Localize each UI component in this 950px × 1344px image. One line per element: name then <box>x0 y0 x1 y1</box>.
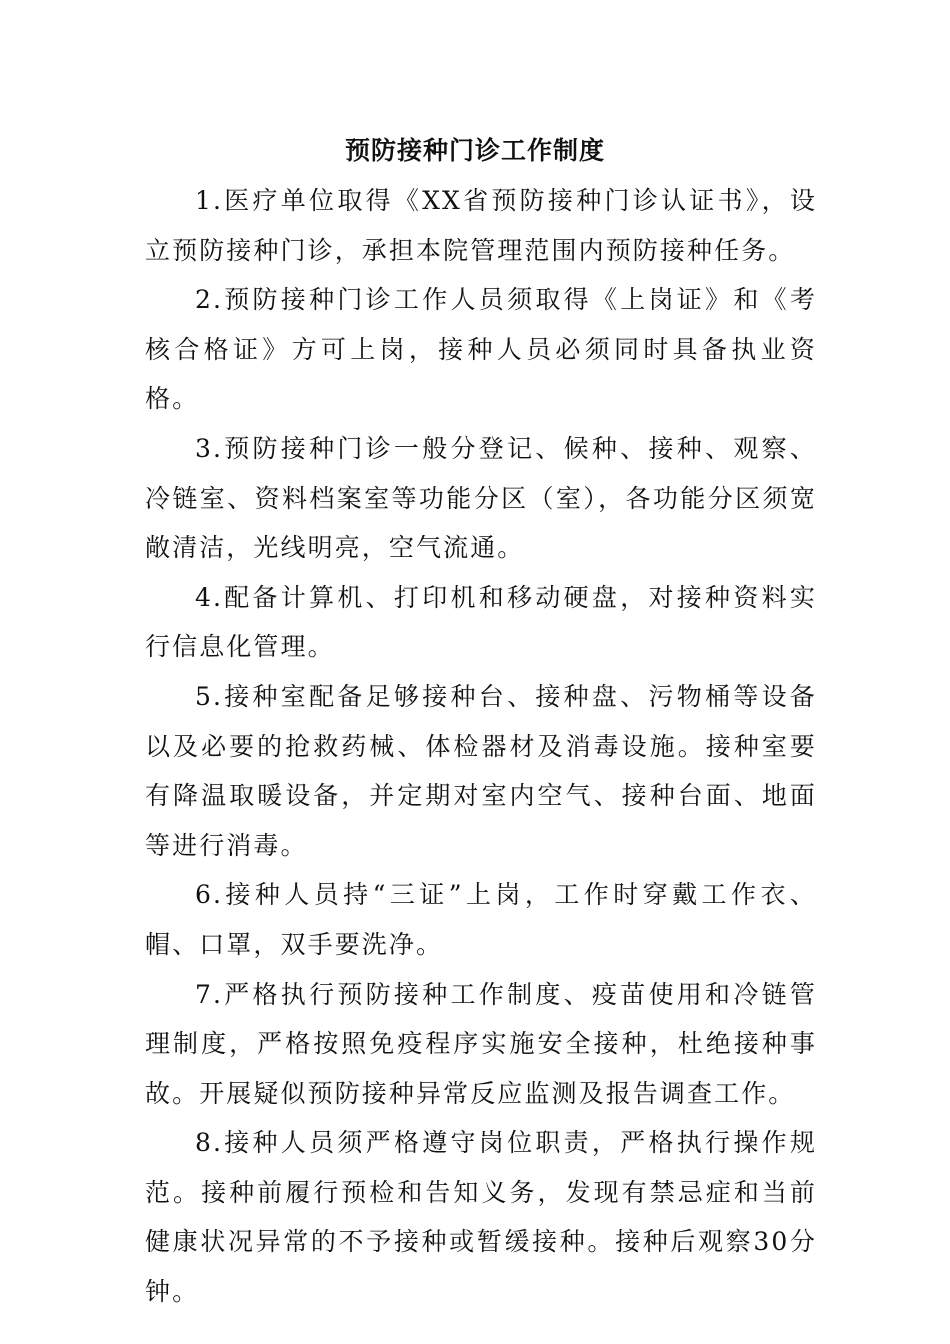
paragraph-6: 6.接种人员持“三证”上岗，工作时穿戴工作衣、帽、口罩，双手要洗净。 <box>145 880 817 959</box>
document-title: 预防接种门诊工作制度 <box>344 136 605 165</box>
paragraph-2: 2.预防接种门诊工作人员须取得《上岗证》和《考核合格证》方可上岗，接种人员必须同时具备执业资格。 <box>145 285 817 414</box>
paragraph-8: 8.接种人员须严格遵守岗位职责，严格执行操作规范。接种前履行预检和告知义务，发现有禁忌症和当前健康状况异常的不予接种或暂缓接种。接种后观察30分钟。 <box>145 1128 817 1307</box>
paragraph-3: 3.预防接种门诊一般分登记、候种、接种、观察、冷链室、资料档案室等功能分区（室），各功能分区须宽敞清洁，光线明亮，空气流通。 <box>145 433 817 563</box>
paragraph-4: 4.配备计算机、打印机和移动硬盘，对接种资料实行信息化管理。 <box>145 582 817 662</box>
paragraph-7: 7.严格执行预防接种工作制度、疫苗使用和冷链管理制度，严格按照免疫程序实施安全接种，杜绝接种事故。开展疑似预防接种异常反应监测及报告调查工作。 <box>145 979 817 1108</box>
paragraph-5: 5.接种室配备足够接种台、接种盘、污物桶等设备以及必要的抢救药械、体检器材及消毒设施。接种室要有降温取暖设备，并定期对室内空气、接种台面、地面等进行消毒。 <box>145 681 817 860</box>
paragraph-1: 1.医疗单位取得《XX省预防接种门诊认证书》，设立预防接种门诊，承担本院管理范围内预防接种任务。 <box>145 186 817 265</box>
document-body <box>145 176 817 1317</box>
